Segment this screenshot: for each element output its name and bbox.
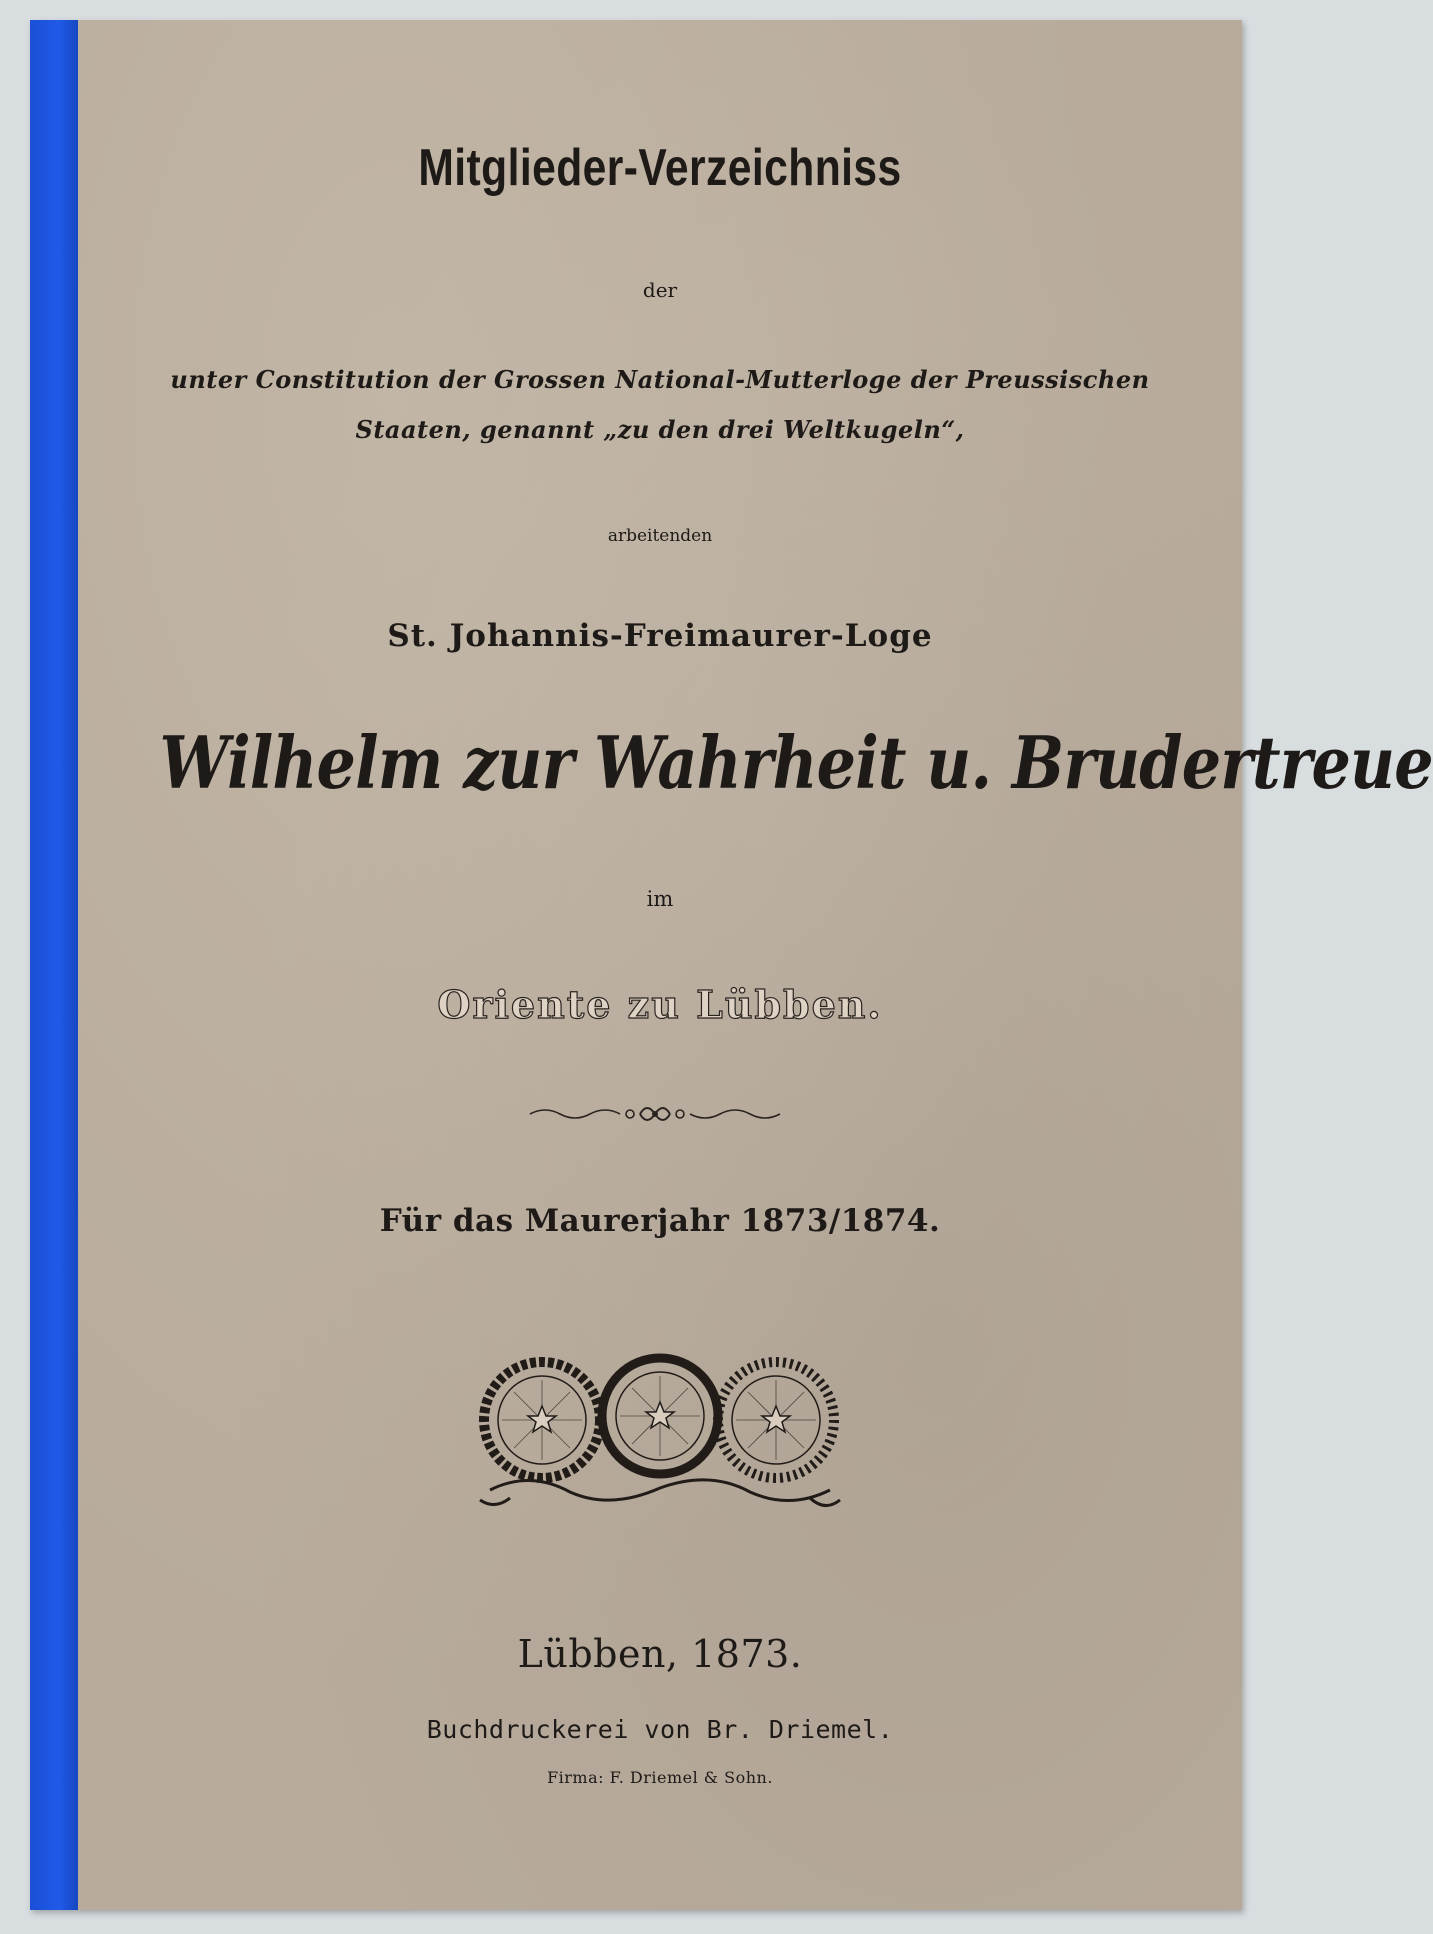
blue-spine-binding bbox=[30, 20, 78, 1910]
constitution-line-1: unter Constitution der Grossen National-Mutterloge der Preussischen bbox=[170, 365, 1150, 394]
printer-firm: Firma: F. Driemel & Sohn. bbox=[547, 1768, 773, 1787]
connector-im: im bbox=[646, 887, 674, 911]
publication-place-year: Lübben, 1873. bbox=[517, 1632, 803, 1676]
constitution-line-2: Staaten, genannt „zu den drei Weltkugeln“, bbox=[355, 415, 965, 444]
pamphlet-cover bbox=[30, 20, 1433, 1910]
printer-name: Buchdruckerei von Br. Driemel. bbox=[426, 1715, 894, 1744]
connector-arbeitenden: arbeitenden bbox=[607, 526, 713, 546]
three-globes-emblem-icon bbox=[470, 1350, 850, 1520]
masonic-year: Für das Maurerjahr 1873/1874. bbox=[379, 1203, 941, 1239]
connector-der: der bbox=[642, 278, 678, 302]
document-title: Mitglieder-Verzeichniss bbox=[418, 139, 902, 197]
orient-location: Oriente zu Lübben. bbox=[437, 982, 883, 1027]
ornament-divider-icon bbox=[525, 1100, 785, 1128]
lodge-type: St. Johannis-Freimaurer-Loge bbox=[387, 618, 933, 654]
lodge-name: Wilhelm zur Wahrheit u. Brudertreue bbox=[159, 720, 1433, 805]
